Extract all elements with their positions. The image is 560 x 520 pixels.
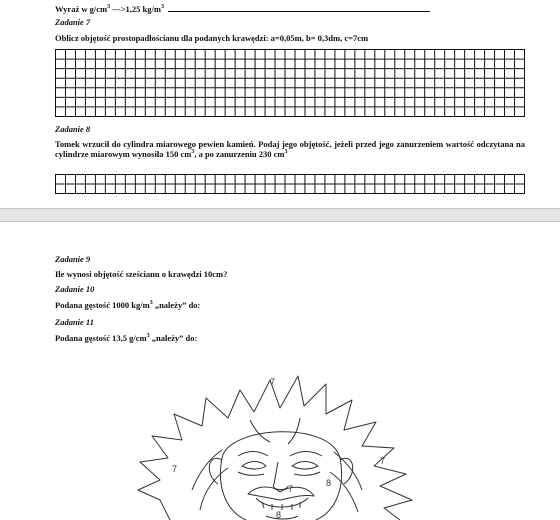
right-eyebrow	[290, 452, 322, 457]
task-9-text: Ile wynosi objętość sześcianu o krawędzi 10cm?	[55, 269, 228, 279]
task-11-text-part-1: Podana gęstość 13,5 g/cm	[55, 333, 147, 343]
task-8-text-part-2: , a po zanurzeniu 230 cm	[194, 148, 285, 159]
drawing-number: 8	[276, 510, 282, 520]
task-8-text-part-1: Tomek wrzucił do cylindra miarowego pewien kamień. Podaj jego objętość, jeżeli przed jego zanurzeniem wartość odczytana na cylindrze miarowym wynosiła 150 cm	[55, 139, 525, 159]
conversion-superscript-2: 3	[160, 4, 164, 11]
drawing-number: 7	[270, 377, 276, 387]
task-8-superscript-1: 3	[191, 148, 195, 155]
task-11-heading: Zadanie 11	[55, 317, 94, 327]
task-8-answer-grid	[55, 174, 525, 194]
task-10-heading: Zadanie 10	[55, 284, 95, 294]
unit-conversion-line	[55, 3, 430, 14]
nose	[273, 462, 288, 490]
right-eye	[292, 462, 318, 470]
left-eye	[242, 462, 266, 470]
task-7-text: Oblicz objętość prostopadłościanu dla podanych krawędzi: a=0,05m, b= 0,3dm, c=7cm	[55, 33, 369, 43]
eye-wrinkles	[238, 472, 320, 475]
task-8-text	[55, 140, 525, 159]
moustache	[248, 487, 314, 500]
chin	[266, 516, 298, 519]
conversion-text: Wyraź w g/cm	[55, 4, 108, 14]
drawing-number: 7	[172, 464, 178, 474]
task-10-text-part-1: Podana gęstość 1000 kg/m	[55, 300, 150, 310]
coloring-drawing-face	[130, 340, 430, 520]
task-11-superscript: 3	[146, 333, 150, 340]
conversion-text-unit: --->1,25 kg/m	[110, 4, 161, 14]
page-separator	[0, 208, 560, 222]
task-8-heading: Zadanie 8	[55, 124, 91, 134]
drawing-number: 8	[326, 478, 332, 488]
task-7-answer-grid	[55, 49, 525, 117]
worksheet-page-bottom	[0, 222, 560, 520]
drawing-number: 7	[380, 456, 386, 466]
drawing-number: 7	[288, 484, 294, 494]
task-10-text-part-2: „należy” do:	[152, 300, 201, 310]
task-11-text-part-2: „należy” do:	[149, 333, 198, 343]
answer-underline	[168, 3, 430, 12]
task-8-superscript-2: 3	[284, 148, 288, 155]
task-10-superscript: 3	[149, 300, 153, 307]
hair-outline	[138, 376, 412, 520]
task-9-heading: Zadanie 9	[55, 254, 91, 264]
worksheet-page-top	[0, 0, 560, 208]
conversion-superscript: 3	[107, 4, 111, 11]
task-7-heading: Zadanie 7	[55, 17, 91, 27]
left-eyebrow	[238, 452, 268, 457]
task-10-text	[55, 300, 200, 310]
